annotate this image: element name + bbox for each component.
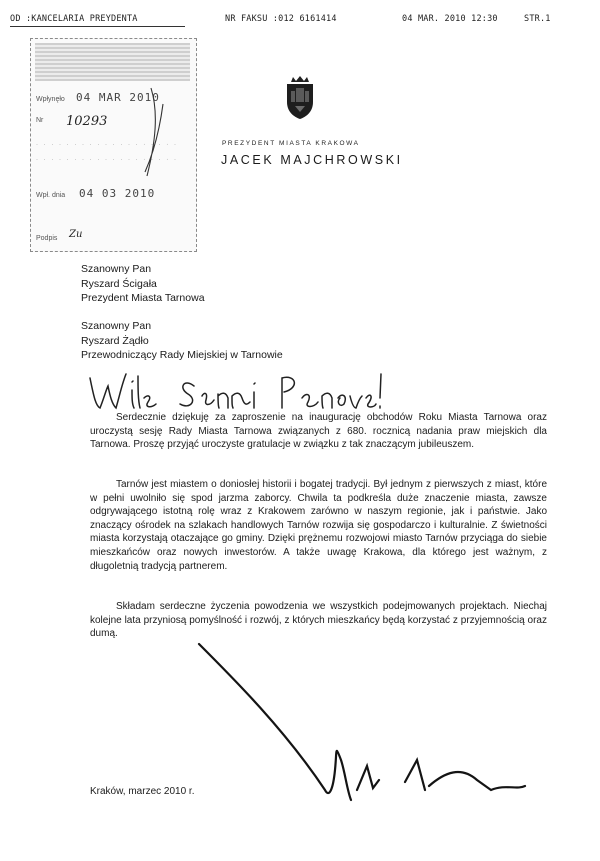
fax-header — [10, 14, 595, 28]
stamp-received-date: 04 MAR 2010 — [76, 91, 160, 104]
stamp-number-label: Nr — [36, 117, 44, 124]
receipt-stamp — [30, 38, 197, 252]
letterhead-name: JACEK MAJCHROWSKI — [221, 153, 403, 167]
stamp-entry-date: 04 03 2010 — [79, 187, 156, 200]
stamp-divider: · · · · · · · · · · · · · · · · · · · — [36, 142, 178, 148]
fax-page-number: STR.1 — [524, 14, 551, 24]
stamp-entry-label: Wpł. dnia — [36, 192, 66, 199]
recipient-name: Ryszard Ścigała — [81, 277, 157, 290]
stamp-signature: Zu — [69, 229, 83, 240]
fax-number: NR FAKSU :012 6161414 — [225, 14, 337, 24]
place-and-date: Kraków, marzec 2010 r. — [90, 786, 195, 797]
letter-paragraph: Składam serdeczne życzenia powodzenia we wszystkich podejmowanych projektach. Niechaj kolejne lata przyniosą pomyślność i rozwój, z których mieszkańcy będą korzystać z przyjemnością oraz dumą. — [90, 601, 547, 640]
recipient-title: Przewodniczący Rady Miejskiej w Tarnowie — [81, 349, 283, 361]
fax-sender-underline — [10, 26, 185, 27]
stamp-signature-label: Podpis — [36, 235, 58, 242]
handwritten-signature — [195, 640, 565, 810]
handwritten-greeting — [86, 368, 386, 414]
stamp-number: 10293 — [66, 114, 108, 129]
recipient-name: Ryszard Żądło — [81, 334, 149, 347]
letter-paragraph: Tarnów jest miastem o doniosłej historii i bogatej tradycji. Był jednym z pierwszych z miast, które w pełni uwolniło się spod jarzma zaborcy. Chwila ta podkreśla duże znaczenie miasta, zawsze odgrywającego istotną rolę wraz z Krakowem zarówno w naszym regionie, jak i państwie. Jako znaczący ośrodek na szlakach handlowych Tarnów rozwija się gospodarczo i kulturalnie. Z świetności miasta korzystają otaczające go gminy. Dzięki prężnemu rozwojowi miasto Tarnów przyciąga do siebie mieszkańców oraz nowych inwestorów. A także uwagę Krakowa, dla którego jest ważnym, z długoletnią tradycją partnerem. — [90, 479, 547, 572]
recipient-block-1 — [81, 262, 205, 306]
stamp-received-label: Wpłynęło — [36, 96, 65, 103]
fax-date-time: 04 MAR. 2010 12:30 — [402, 14, 498, 24]
krakow-crest-icon — [282, 76, 318, 120]
recipient-salutation: Szanowny Pan — [81, 320, 152, 332]
stamp-pen-scribble — [129, 84, 169, 184]
stamp-header-band — [35, 43, 190, 81]
letterhead-office: PREZYDENT MIASTA KRAKOWA — [222, 140, 360, 147]
recipient-salutation: Szanowny Pan — [81, 263, 152, 275]
recipient-title: Prezydent Miasta Tarnowa — [81, 292, 205, 304]
fax-sender: OD :KANCELARIA PREYDENTA — [10, 14, 138, 24]
letter-paragraph: Serdecznie dziękuję za zaproszenie na inaugurację obchodów Roku Miasta Tarnowa oraz uroczystą sesję Rady Miasta Tarnowa związanych z 680. rocznicą nadania praw miejskich dla Tarnowa. Proszę przyjąć uroczyste gratulacje w związku z tak znaczącym jubileuszem. — [90, 412, 547, 451]
recipient-block-2 — [81, 319, 283, 363]
stamp-divider: · · · · · · · · · · · · · · · · · · · — [36, 157, 178, 163]
